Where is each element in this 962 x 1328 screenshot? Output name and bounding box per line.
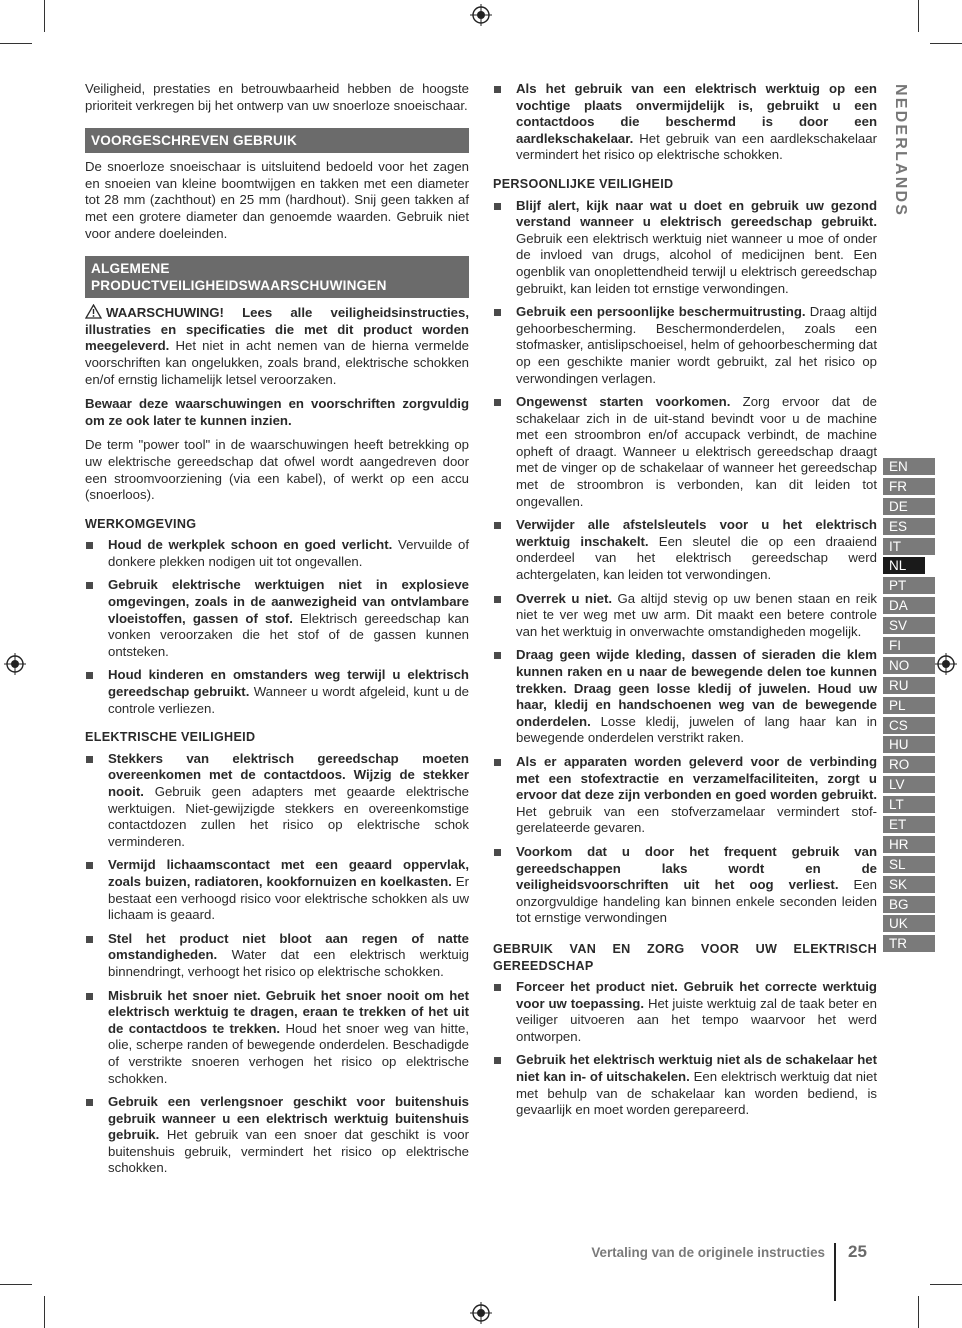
language-tab-bg[interactable]: BG bbox=[883, 896, 935, 913]
item-bold-text: Voorkom dat u door het frequent gebruik van gereedschappen laks wordt en de veiligheidsvoorschriften uit het oog verliest. bbox=[516, 843, 877, 893]
item-text: Een sleutel die op een draaiend onderdeel van het elektrisch gereedschap werd achtergelaten, kan leiden tot verwondingen. bbox=[516, 533, 877, 583]
bullet-square-icon bbox=[86, 993, 93, 1000]
bullet-square-icon bbox=[494, 984, 501, 991]
item-bold-text: Houd de werkplek schoon en goed verlicht. bbox=[108, 537, 393, 553]
language-tab-it[interactable]: IT bbox=[883, 538, 935, 555]
crop-mark bbox=[0, 43, 32, 44]
keep-instructions-text: Bewaar deze waarschuwingen en voorschriften zorgvuldig om ze ook later te kunnen inzien. bbox=[85, 396, 469, 428]
bullet-square-icon bbox=[86, 542, 93, 549]
language-tab-sl[interactable]: SL bbox=[883, 856, 935, 873]
language-tab-nl[interactable]: NL bbox=[883, 557, 925, 574]
bullet-square-icon bbox=[494, 203, 501, 210]
language-tab-hu[interactable]: HU bbox=[883, 736, 935, 753]
language-tab-de[interactable]: DE bbox=[883, 498, 935, 515]
intro-paragraph: Veiligheid, prestaties en betrouwbaarheid hebben de hoogste prioriteit verkregen bij het ontwerp van uw snoerloze snoeischaar. bbox=[85, 81, 469, 113]
personal-safety-list bbox=[493, 198, 877, 927]
language-tab-et[interactable]: ET bbox=[883, 816, 935, 833]
list-item bbox=[85, 751, 469, 851]
right-column bbox=[493, 81, 877, 1126]
crop-mark bbox=[44, 0, 45, 32]
bullet-square-icon bbox=[494, 596, 501, 603]
list-item bbox=[493, 979, 877, 1045]
item-text: Een elektrisch werktuig dat niet met behulp van de schakelaar kan worden bediend, is gevaarlijk en moet worden gerepareerd. bbox=[516, 1069, 877, 1118]
list-item bbox=[85, 1094, 469, 1177]
list-item bbox=[493, 844, 877, 927]
bullet-square-icon bbox=[86, 672, 93, 679]
language-tab-sv[interactable]: SV bbox=[883, 617, 935, 634]
list-item bbox=[493, 198, 877, 298]
list-item bbox=[85, 537, 469, 570]
crop-mark bbox=[930, 1284, 962, 1285]
language-tab-en[interactable]: EN bbox=[883, 458, 935, 475]
bullet-square-icon bbox=[494, 309, 501, 316]
language-tab-lt[interactable]: LT bbox=[883, 796, 935, 813]
list-item bbox=[493, 647, 877, 747]
registration-mark-icon bbox=[4, 653, 26, 675]
language-tab-ro[interactable]: RO bbox=[883, 756, 935, 773]
language-tab-fi[interactable]: FI bbox=[883, 637, 935, 654]
item-text: Draag altijd gehoorbescherming. Beschermonderdelen, zoals een stofmasker, antislipschoeisel, helm of gehoorbescherming dat op een geschikte manier wordt gebruikt, zal het risico op verwondingen verlagen. bbox=[516, 304, 877, 386]
bullet-square-icon bbox=[494, 522, 501, 529]
item-bold-text: Blijf alert, kijk naar wat u doet en gebruik uw gezond verstand wanneer u elektrisch gereedschap gebruikt. bbox=[516, 197, 877, 230]
bullet-square-icon bbox=[86, 582, 93, 589]
electrical-safety-list-continued bbox=[493, 81, 877, 164]
bullet-square-icon bbox=[86, 1099, 93, 1106]
language-tab-ru[interactable]: RU bbox=[883, 677, 935, 694]
list-item bbox=[493, 81, 877, 164]
crop-mark bbox=[44, 1296, 45, 1328]
section-heading-intended-use: VOORGESCHREVEN GEBRUIK bbox=[85, 128, 469, 153]
list-item bbox=[85, 988, 469, 1088]
list-item bbox=[493, 304, 877, 387]
list-item bbox=[85, 857, 469, 923]
language-tab-hr[interactable]: HR bbox=[883, 836, 935, 853]
item-bold-text: Als het gebruik van een elektrisch werktuig op een vochtige plaats onvermijdelijk is, gebruikt u een contactdoos die beschermd is door een aardlekschakelaar. bbox=[516, 81, 877, 146]
section-heading-safety-warnings bbox=[85, 256, 469, 298]
bullet-square-icon bbox=[86, 936, 93, 943]
item-text: Vervuilde of donkere plekken nodigen uit tot ongevallen. bbox=[108, 537, 469, 569]
item-text: Een onzorgvuldige handeling kan binnen enkele seconden leiden tot ernstige verwondingen bbox=[516, 877, 877, 926]
list-item bbox=[85, 667, 469, 717]
subheading-electrical-safety: ELEKTRISCHE VEILIGHEID bbox=[85, 730, 256, 745]
language-tab-pl[interactable]: PL bbox=[883, 697, 935, 714]
section-heading-line: ALGEMENE bbox=[91, 261, 170, 277]
page-number: 25 bbox=[848, 1242, 867, 1261]
section-heading-line: PRODUCTVEILIGHEIDSWAARSCHUWINGEN bbox=[91, 278, 387, 294]
item-bold-text: Draag geen wijde kleding, dassen of sieraden die klem kunnen raken en u naar de bewegende delen toe kunnen trekken. Draag geen losse kledij of juwelen. Houd uw haar, kledij en handschoenen weg van de bewegende onderdelen. bbox=[516, 647, 877, 729]
language-tabs bbox=[883, 458, 935, 955]
item-bold-text: Gebruik een persoonlijke beschermuitrusting. bbox=[516, 304, 806, 320]
crop-mark bbox=[918, 1296, 919, 1328]
item-text: Zorg ervoor dat de schakelaar zich in de uit-stand bevindt voor u de machine met een stroombron en/of accupack verbindt, de machine opheft of draagt. Wanneer u elektrisch gereedschap draagt met de vinger op de schakelaar of wanneer het gereedschap met de stroombron is verbonden, kan dit leiden tot ongevallen. bbox=[516, 394, 878, 509]
item-text: Water dat een elektrisch werktuig binnendringt, verhoogt het risico op elektrische schokken. bbox=[108, 947, 469, 979]
item-text: Het gebruik van een aardlekschakelaar vermindert het risico op elektrische schokken. bbox=[516, 130, 877, 163]
item-bold-text: Vermijd lichaamscontact met een geaard oppervlak, zoals buizen, radiatoren, kookfornuizen en koelkasten. bbox=[108, 857, 469, 889]
item-bold-text: Overrek u niet. bbox=[516, 590, 613, 606]
language-tab-cs[interactable]: CS bbox=[883, 717, 935, 734]
item-text: Er bestaat een verhoogd risico voor elektrische schokken als uw lichaam is geaard. bbox=[108, 873, 469, 923]
item-bold-text: Forceer het product niet. Gebruik het correcte werktuig voor uw toepassing. bbox=[516, 979, 877, 1011]
registration-mark-icon bbox=[935, 653, 957, 675]
item-text: Gebruik een elektrisch werktuig niet wanneer u moe of onder de invloed van drugs, alcohol of medicijnen bent. Een ogenblik van onoplettendheid terwijl u elektrisch gereedschap gebruikt, kan leiden tot ernstige verwondingen. bbox=[516, 230, 877, 296]
item-bold-text: Stekkers van elektrisch gereedschap moeten overeenkomen met de contactdoos. Wijzig de stekker nooit. bbox=[108, 750, 469, 799]
item-text: Losse kledij, juwelen of lang haar kan in bewegende onderdelen verstrikt raken. bbox=[516, 713, 877, 746]
list-item bbox=[493, 754, 877, 837]
language-tab-tr[interactable]: TR bbox=[883, 935, 935, 952]
language-tab-no[interactable]: NO bbox=[883, 657, 935, 674]
bullet-square-icon bbox=[494, 399, 501, 406]
warning-bold-text: WAARSCHUWING! Lees alle veiligheidsinstructies, illustraties en specificaties die met dit product worden meegeleverd. bbox=[85, 305, 469, 354]
work-area-list bbox=[85, 537, 469, 717]
tool-use-list bbox=[493, 979, 877, 1119]
left-column bbox=[85, 81, 469, 1184]
warning-text: Het niet in acht nemen van de hierna vermelde voorschriften kan ongelukken, zoals brand, elektrische schokken en/of ernstig lichamelijk letsel veroorzaken. bbox=[85, 338, 469, 387]
intended-use-text: De snoerloze snoeischaar is uitsluitend bedoeld voor het zagen en snoeien van kleine boomtwijgen en takken met een diameter tot 28 mm (zachthout) en 25 mm (hardhout). Snij geen takken af met een grotere diameter dan genoemde waarden. Gebruik niet voor andere doeleinden. bbox=[85, 159, 469, 241]
list-item bbox=[85, 577, 469, 660]
language-tab-lv[interactable]: LV bbox=[883, 776, 935, 793]
item-bold-text: Stel het product niet bloot aan regen of natte omstandigheden. bbox=[108, 930, 469, 963]
item-text: Het gebruik van een snoer dat geschikt is voor buitenshuis gebruik, vermindert het risico op elektrische schokken. bbox=[108, 1127, 469, 1176]
bullet-square-icon bbox=[494, 652, 501, 659]
subheading-work-area: WERKOMGEVING bbox=[85, 516, 197, 531]
item-bold-text: Misbruik het snoer niet. Gebruik het snoer nooit om het elektrisch werktuig te dragen, eraan te trekken of het uit de contactdoos te trekken. bbox=[108, 987, 469, 1036]
bullet-square-icon bbox=[494, 849, 501, 856]
crop-mark bbox=[0, 1284, 32, 1285]
item-bold-text: Gebruik het elektrisch werktuig niet als de schakelaar het niet kan in- of uitschakelen. bbox=[516, 1052, 877, 1085]
subheading-personal-safety: PERSOONLIJKE VEILIGHEID bbox=[493, 176, 674, 191]
item-text: Houd het snoer weg van hitte, olie, scherpe randen of bewegende onderdelen. Beschadigde of verstrikte snoeren verhogen het risico op elektrische schokken. bbox=[108, 1020, 470, 1086]
item-text: Ga altijd stevig op uw benen staan en reik niet te ver weg met uw arm. Dit maakt een betere controle van het werktuig in onverwachte omstandigheden mogelijk. bbox=[516, 590, 877, 639]
list-item bbox=[493, 591, 877, 641]
bullet-square-icon bbox=[494, 86, 501, 93]
item-text: Wanneer u wordt afgeleid, kunt u de controle verliezen. bbox=[108, 684, 469, 716]
list-item bbox=[85, 931, 469, 981]
bullet-square-icon bbox=[494, 1057, 501, 1064]
bullet-square-icon bbox=[494, 759, 501, 766]
language-tab-uk[interactable]: UK bbox=[883, 915, 935, 932]
list-item bbox=[493, 517, 877, 583]
language-tab-fr[interactable]: FR bbox=[883, 478, 935, 495]
item-bold-text: Ongewenst starten voorkomen. bbox=[516, 394, 731, 410]
warning-paragraph bbox=[85, 304, 469, 388]
crop-mark bbox=[918, 0, 919, 32]
subheading-tool-use-care: GEBRUIK VAN EN ZORG VOOR UW ELEKTRISCH GEREEDSCHAP bbox=[493, 941, 877, 973]
registration-mark-icon bbox=[470, 4, 492, 26]
footer-translation-note: Vertaling van de originele instructies bbox=[591, 1245, 825, 1260]
item-text: Gebruik geen adapters met geaarde elektrische werktuigen. Niet-gewijzigde stekkers en overeenkomstige contactdozen zullen het risico op elektrische schok verminderen. bbox=[108, 784, 469, 849]
language-tab-sk[interactable]: SK bbox=[883, 876, 935, 893]
item-bold-text: Als er apparaten worden geleverd voor de verbinding met een stofextractie en verzamelfaciliteiten, zorgt u ervoor dat deze zijn verbonden en goed worden gebruikt. bbox=[516, 753, 877, 803]
footer-divider bbox=[834, 1243, 836, 1301]
item-text: Het gebruik van een stofverzamelaar vermindert stof-gerelateerde gevaren. bbox=[516, 803, 877, 836]
item-bold-text: Gebruik een verlengsnoer geschikt voor buitenshuis gebruik wanneer u een elektrisch werktuig buitenshuis gebruik. bbox=[108, 1094, 469, 1143]
list-item bbox=[493, 1052, 877, 1118]
item-bold-text: Houd kinderen en omstanders weg terwijl u elektrisch gereedschap gebruikt. bbox=[108, 667, 469, 700]
bullet-square-icon bbox=[86, 756, 93, 763]
list-item bbox=[493, 394, 877, 510]
language-side-label: NEDERLANDS bbox=[892, 84, 909, 218]
electrical-safety-list bbox=[85, 751, 469, 1177]
registration-mark-icon bbox=[470, 1302, 492, 1324]
bullet-square-icon bbox=[86, 862, 93, 869]
item-text: Het juiste werktuig zal de taak beter en veiliger uitvoeren aan het tempo waarvoor het werd ontworpen. bbox=[516, 995, 877, 1044]
item-bold-text: Gebruik elektrische werktuigen niet in explosieve omgevingen, zoals in de aanwezigheid van ontvlambare vloeistoffen, gassen of stof. bbox=[108, 577, 469, 626]
language-tab-pt[interactable]: PT bbox=[883, 577, 935, 594]
warning-triangle-icon bbox=[85, 304, 102, 319]
term-definition-text: De term "power tool" in de waarschuwingen heeft betrekking op uw elektrische gereedschap dat ofwel wordt aangedreven door een stroomvoorziening (via een kabel), of werkt op een accu (snoerloos). bbox=[85, 437, 469, 503]
item-bold-text: Verwijder alle afstelsleutels voor u het elektrisch werktuig inschakelt. bbox=[516, 517, 877, 549]
item-text: Elektrisch gereedschap kan vonken veroorzaken die het stof of de gassen kunnen ontsteken. bbox=[108, 610, 469, 659]
language-tab-da[interactable]: DA bbox=[883, 597, 935, 614]
crop-mark bbox=[930, 43, 962, 44]
language-tab-es[interactable]: ES bbox=[883, 518, 935, 535]
